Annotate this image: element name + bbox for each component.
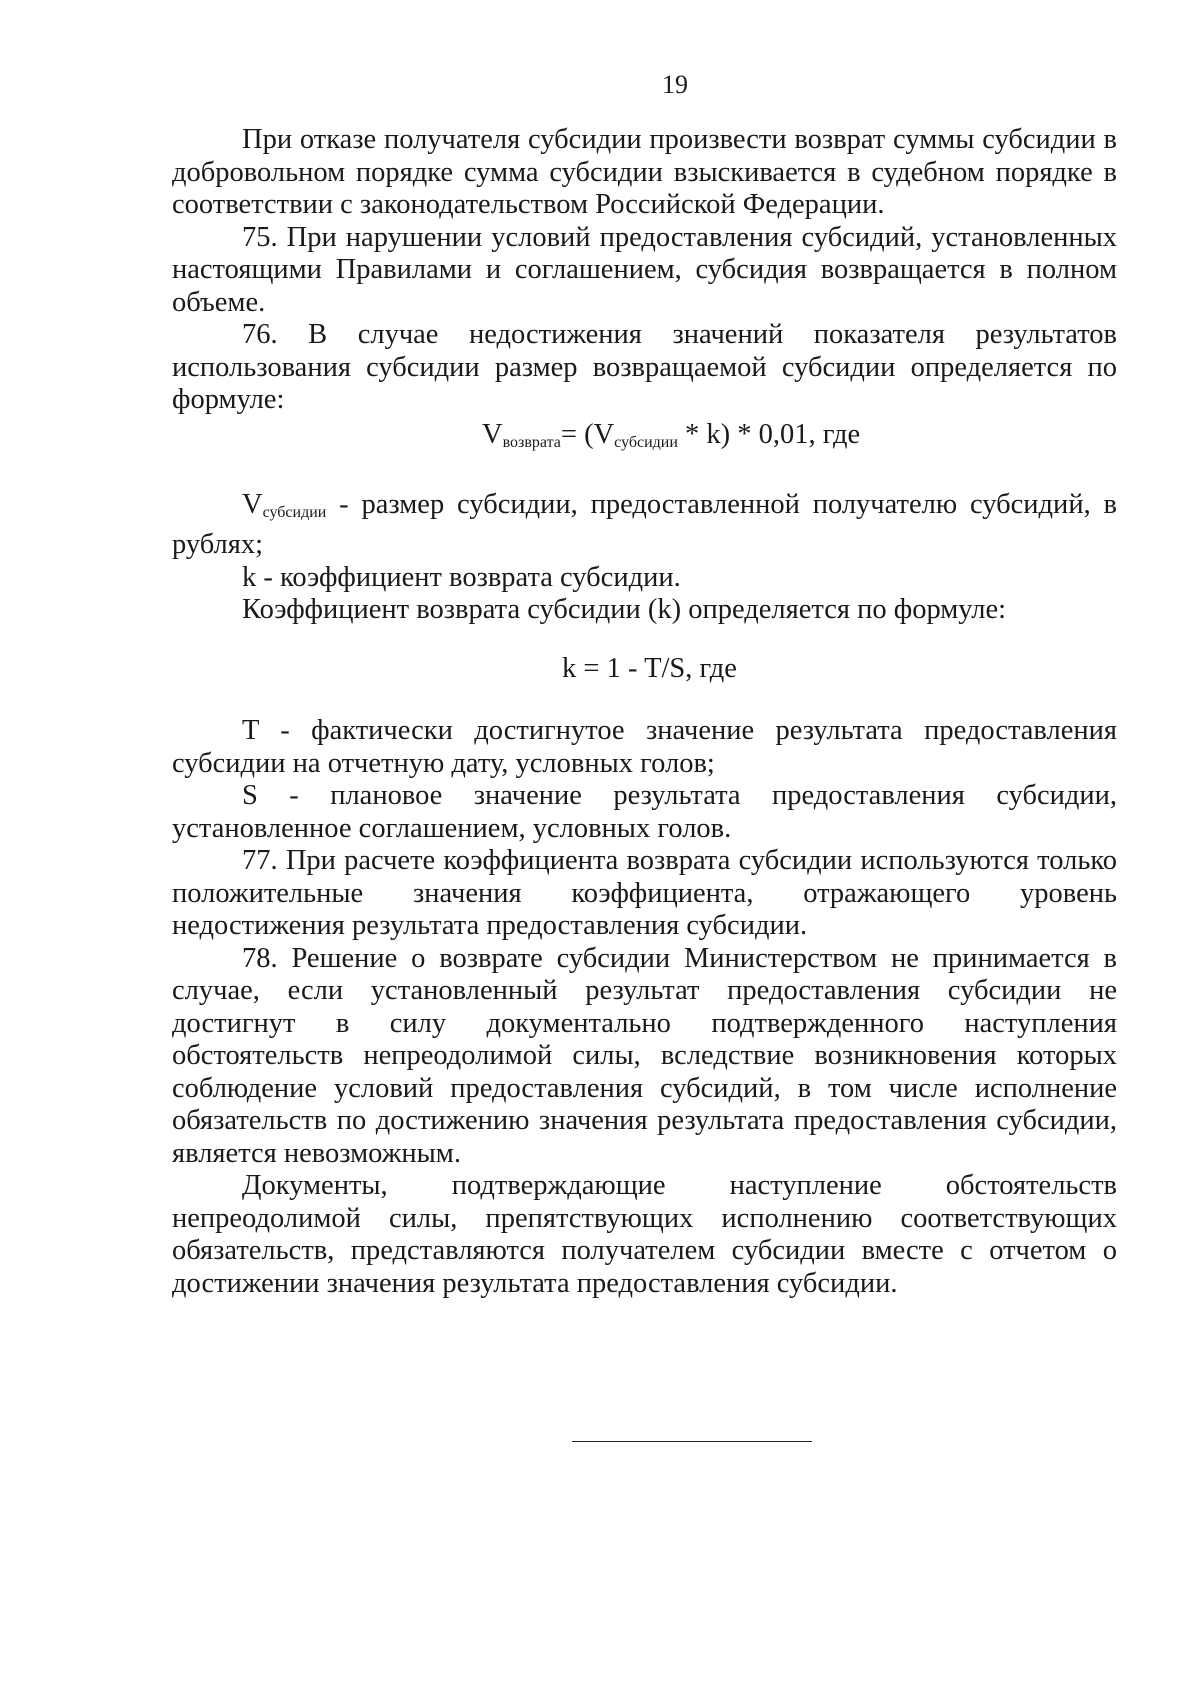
paragraph-documents: Документы, подтверждающие наступление обстоятельств непреодолимой силы, препятствующих исполнению соответствующих обязательств, представляются получателем субсидии вместе с отчетом о достижении значения результата предоставления субсидии. (172, 1170, 1117, 1299)
formula-v-letter: V (482, 418, 503, 450)
document-body (172, 124, 1117, 1300)
paragraph-75: 75. При нарушении условий предоставления субсидий, установленных настоящими Правилами и соглашением, субсидия возвращается в полном объеме. (172, 221, 1117, 318)
formula-rest: * k) * 0,01, где (677, 418, 861, 450)
page-number: 19 (662, 70, 688, 99)
definition-t: T - фактически достигнутое значение результата предоставления субсидии на отчетную дату, условных голов; (172, 715, 1117, 779)
formula-v-subscript-return: возврата (502, 433, 561, 451)
definition-v-text: - размер субсидии, предоставленной получателю субсидий, в рублях; (172, 488, 1117, 560)
paragraph-78: 78. Решение о возврате субсидии Министерством не принимается в случае, если установленный результат предоставления субсидии не достигнут в силу документально подтвержденного наступления обстоятельств непреодолимой силы, вследствие возникновения которых соблюдение условий предоставления субсидий, в том числе исполнение обязательств по достижению значения результата предоставления субсидии, является невозможным. (172, 942, 1117, 1169)
definition-k: k - коэффициент возврата субсидии. (242, 561, 681, 593)
formula-return-amount (172, 417, 1117, 489)
definition-v-subsidy (172, 489, 1117, 562)
k-formula-intro: Коэффициент возврата субсидии (k) определяется по формуле: (242, 594, 1007, 625)
definition-v-subscript: субсидии (262, 503, 327, 521)
paragraph-77: 77. При расчете коэффициента возврата субсидии используются только положительные значения коэффициента, отражающего уровень недостижения результата предоставления субсидии. (172, 845, 1117, 941)
formula-eq-open: = (V (560, 418, 615, 450)
definition-v-letter: V (242, 488, 263, 520)
formula-v-subscript-subsidy: субсидии (614, 433, 678, 451)
paragraph-refusal: При отказе получателя субсидии произвести возврат суммы субсидии в добровольном порядке сумма субсидии взыскивается в судебном порядке в соответствии с законодательством Российской Федерации. (172, 124, 1117, 220)
definition-s: S - плановое значение результата предоставления субсидии, установленное соглашением, условных голов. (172, 780, 1117, 844)
end-divider-line (572, 1441, 812, 1442)
paragraph-76: 76. В случае недостижения значений показателя результатов использования субсидии размер возвращаемой субсидии определяется по формуле: (172, 319, 1117, 415)
formula-k: k = 1 - T/S, где (562, 652, 737, 684)
